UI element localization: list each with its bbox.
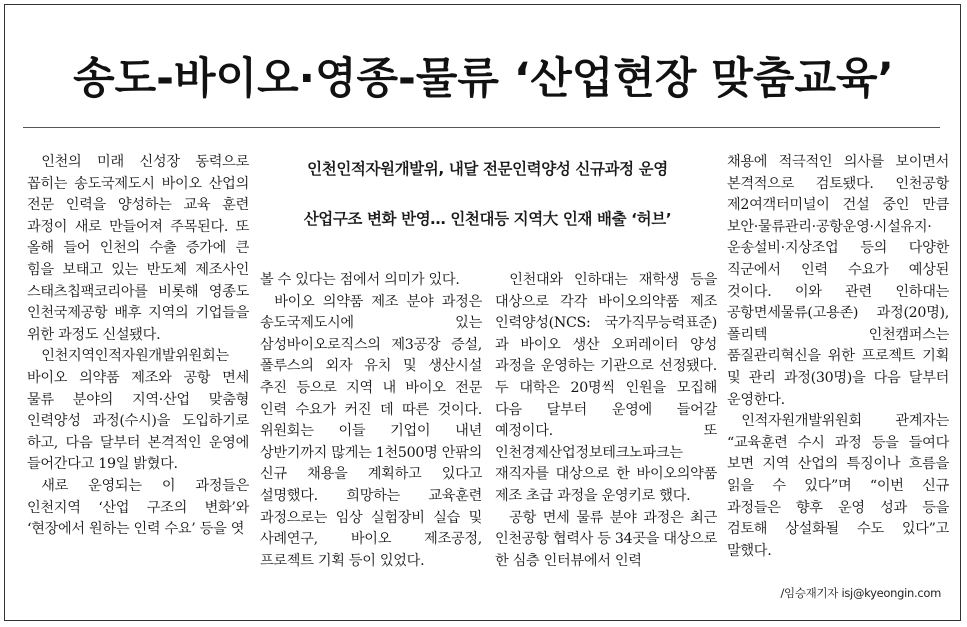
byline: /임승재기자 isj@kyeongin.com (780, 586, 941, 600)
paragraph: 인천의 미래 신성장 동력으로 꼽히는 송도국제도시 바이오 산업의 전문 인력을 양성하는 교육 훈련 과정이 새로 만들어져 주목된다. 또 올해 들어 인천의 수출 증가에 큰 힘을 보태고 있는 반도체 제조사인 스태츠칩팩코리아를 비롯해 영종도 인천국제공항 배후 지역의 기업들을 위한 과정도 신설됐다. (27, 154, 249, 343)
paragraph: 바이오 의약품 제조 분야 과정은 송도국제도시에 있는 삼성바이오로직스의 제3공장 증설, 폴루스의 외자 유치 및 생산시설 추진 등으로 지역 내 바이오 전문 인력 수요가 커진 데 따른 것이다. 위원회는 이들 기업이 내년 상반기까지 많게는 1천500명 안팎의 신규 채용을 계획하고 있다고 설명했다. 희망하는 교육훈련 과정으로는 임상 실험장비 실습 및 사례연구, 바이오 제조공정, 프로젝트 기획 등이 있었다. (260, 293, 482, 569)
subheadline-1: 인천인적자원개발위, 내달 전문인력양성 신규과정 운영 (307, 160, 668, 178)
headline-divider (23, 127, 940, 128)
column-3 (495, 270, 717, 572)
paragraph: 공항 면세 물류 분야 과정은 최근 인천공항 협력사 등 34곳을 대상으로 한 심층 인터뷰에서 인력 (495, 509, 717, 569)
column-4 (727, 152, 949, 562)
column-2 (260, 270, 482, 572)
paragraph: 인적자원개발위원회 관계자는 “교육훈련 수시 과정 등을 들여다 보면 지역 산업의 특징이나 흐름을 읽을 수 있다”며 “이번 신규 과정들은 향후 운영 성과 등을 검토해 상설화될 수도 있다”고 말했다. (727, 413, 949, 559)
article-frame (4, 4, 961, 621)
subheadline-2: 산업구조 변화 반영… 인천대등 지역大 인재 배출 ‘허브’ (303, 210, 672, 228)
paragraph-continued: 볼 수 있다는 점에서 의미가 있다. (260, 272, 460, 288)
paragraph: 새로 운영되는 이 과정들은 인천지역 ‘산업 구조의 변화’와 ‘현장에서 원하는 인력 수요’ 등을 엿 (27, 477, 249, 538)
paragraph: 인천대와 인하대는 재학생 등을 대상으로 각각 바이오의약품 제조 인력양성(NCS: 국가직무능력표준)과 바이오 생산 오퍼레이터 양성 과정을 운영하는 기관으로 선정됐다. 두 대학은 20명씩 인원을 모집해 다음 달부터 운영에 들어갈 예정이다. 또 인천경제산업정보테크노파크는 재직자를 대상으로 한 바이오의약품 제조 초급 과정을 운영키로 했다. (495, 272, 717, 504)
headline: 송도-바이오·영종-물류 ‘산업현장 맞춤교육’ (73, 54, 894, 104)
column-1 (27, 152, 249, 541)
paragraph-continued: 채용에 적극적인 의사를 보이면서 본격적으로 검토됐다. 인천공항 제2여객터미널이 건설 중인 만큼 보안·물류관리·공항운영·시설유지·운송설비·지상조업 등의 다양한 직군에서 인력 수요가 예상된 것이다. 이와 관련 인하대는 공항면세물류(고용존) 과정(20명), 폴리텍 인천캠퍼스는 품질관리혁신을 위한 프로젝트 기획 및 관리 과정(30명)을 다음 달부터 운영한다. (727, 154, 949, 408)
paragraph: 인천지역인적자원개발위원회는 바이오 의약품 제조와 공항 면세 물류 분야의 지역·산업 맞춤형 인력양성 과정(수시)을 도입하기로 하고, 다음 달부터 본격적인 운영에 들어간다고 19일 밝혔다. (27, 348, 249, 473)
